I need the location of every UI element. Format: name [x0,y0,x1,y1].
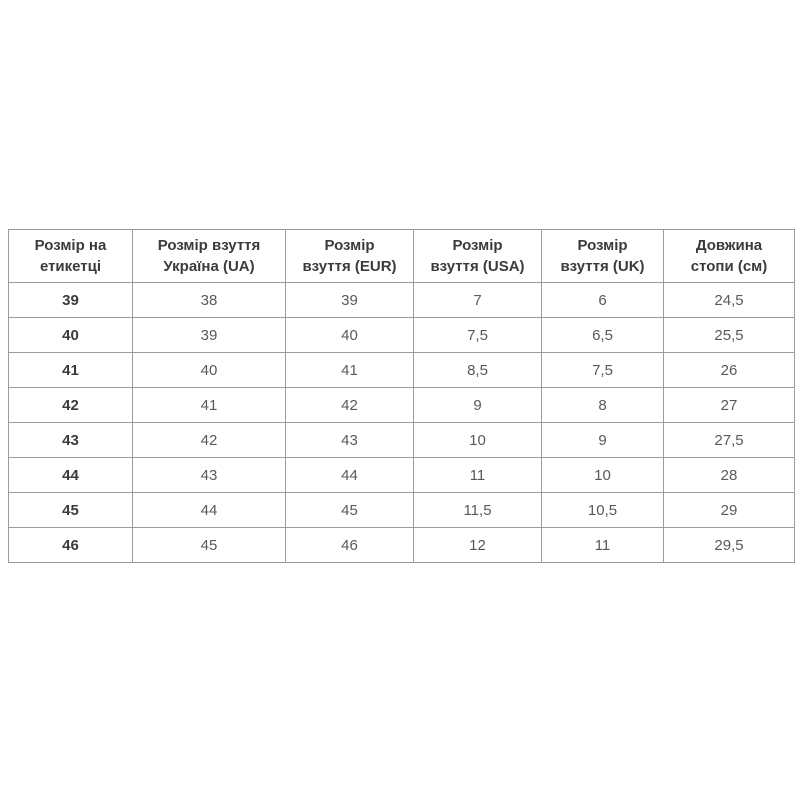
header-eur-size [286,230,414,283]
usa-size-cell: 12 [414,528,542,563]
header-text: Розмір взуття [157,237,261,254]
table-row [9,388,795,423]
eur-size-cell: 41 [286,353,414,388]
header-foot-length [664,230,795,283]
header-uk-size [542,230,664,283]
header-usa-size [414,230,542,283]
header-row [9,230,795,283]
size-label-cell: 46 [9,528,133,563]
ua-size-cell: 42 [133,423,286,458]
table-row [9,493,795,528]
uk-size-cell: 7,5 [542,353,664,388]
size-label-cell: 40 [9,318,133,353]
header-ua-size [133,230,286,283]
ua-size-cell: 44 [133,493,286,528]
uk-size-cell: 11 [542,528,664,563]
ua-size-cell: 39 [133,318,286,353]
ua-size-cell: 43 [133,458,286,493]
table-row [9,423,795,458]
uk-size-cell: 8 [542,388,664,423]
table-row [9,528,795,563]
size-label-cell: 41 [9,353,133,388]
size-conversion-table-container [8,229,794,563]
header-text: Розмір [324,237,375,254]
usa-size-cell: 7,5 [414,318,542,353]
size-label-cell: 39 [9,283,133,318]
table-body [9,283,795,563]
size-label-cell: 43 [9,423,133,458]
size-label-cell: 42 [9,388,133,423]
foot-length-cell: 24,5 [664,283,795,318]
ua-size-cell: 40 [133,353,286,388]
header-text: взуття (USA) [430,258,525,275]
usa-size-cell: 9 [414,388,542,423]
uk-size-cell: 10 [542,458,664,493]
uk-size-cell: 6 [542,283,664,318]
usa-size-cell: 10 [414,423,542,458]
uk-size-cell: 6,5 [542,318,664,353]
foot-length-cell: 27,5 [664,423,795,458]
usa-size-cell: 11 [414,458,542,493]
eur-size-cell: 43 [286,423,414,458]
ua-size-cell: 45 [133,528,286,563]
foot-length-cell: 25,5 [664,318,795,353]
header-text: Розмір на [34,237,107,254]
table-row [9,318,795,353]
header-text: Довжина [695,237,763,254]
table-row [9,283,795,318]
foot-length-cell: 28 [664,458,795,493]
size-label-cell: 44 [9,458,133,493]
header-text: Розмір [577,237,628,254]
eur-size-cell: 40 [286,318,414,353]
header-text: Розмір [452,237,503,254]
foot-length-cell: 27 [664,388,795,423]
table-row [9,353,795,388]
eur-size-cell: 39 [286,283,414,318]
foot-length-cell: 29 [664,493,795,528]
usa-size-cell: 8,5 [414,353,542,388]
header-text: етикетці [39,258,102,275]
uk-size-cell: 10,5 [542,493,664,528]
header-label-size [9,230,133,283]
table-header [9,230,795,283]
size-conversion-table [8,229,795,563]
usa-size-cell: 7 [414,283,542,318]
eur-size-cell: 44 [286,458,414,493]
header-text: взуття (EUR) [302,258,397,275]
size-label-cell: 45 [9,493,133,528]
usa-size-cell: 11,5 [414,493,542,528]
ua-size-cell: 38 [133,283,286,318]
eur-size-cell: 45 [286,493,414,528]
eur-size-cell: 46 [286,528,414,563]
foot-length-cell: 26 [664,353,795,388]
header-text: Україна (UA) [163,258,255,275]
uk-size-cell: 9 [542,423,664,458]
header-text: стопи (см) [690,258,768,275]
header-text: взуття (UK) [560,258,645,275]
eur-size-cell: 42 [286,388,414,423]
table-row [9,458,795,493]
ua-size-cell: 41 [133,388,286,423]
foot-length-cell: 29,5 [664,528,795,563]
